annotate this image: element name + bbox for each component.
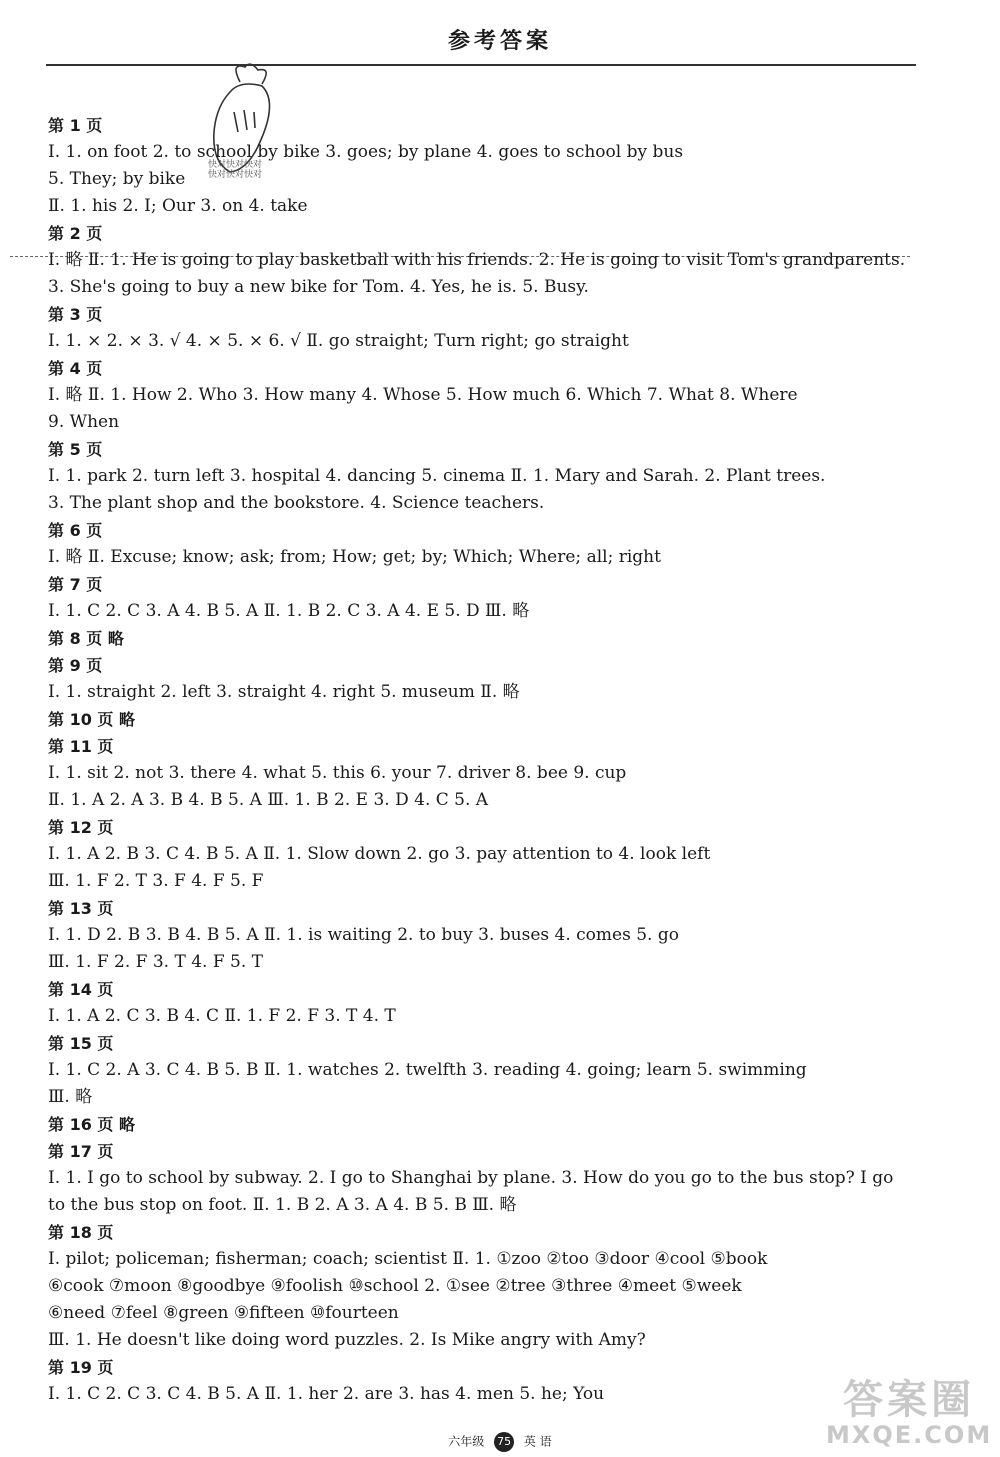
answer-line: Ⅰ. pilot; policeman; fisherman; coach; scientist Ⅱ. 1. ①zoo ②too ③door ④cool ⑤book [48, 1249, 768, 1269]
page-heading: 第 9 页 [48, 656, 103, 675]
footer-grade: 六年级 [448, 1434, 485, 1449]
answer-line: to the bus stop on foot. Ⅱ. 1. B 2. A 3. A 4. B 5. B Ⅲ. 略 [48, 1195, 517, 1215]
answer-line: Ⅰ. 1. C 2. C 3. A 4. B 5. A Ⅱ. 1. B 2. C 3. A 4. E 5. D Ⅲ. 略 [48, 601, 530, 621]
answer-line: Ⅰ. 1. sit 2. not 3. there 4. what 5. this 6. your 7. driver 8. bee 9. cup [48, 763, 627, 783]
answer-line: Ⅱ. 1. A 2. A 3. B 4. B 5. A Ⅲ. 1. B 2. E 3. D 4. C 5. A [48, 790, 489, 810]
footer-subject: 英 语 [523, 1434, 552, 1449]
watermark-url: MXQE.COM [826, 1421, 993, 1449]
answer-line: Ⅰ. 1. A 2. C 3. B 4. C Ⅱ. 1. F 2. F 3. T 4. T [48, 1006, 396, 1026]
page-heading: 第 13 页 [48, 899, 114, 918]
page-title: 参考答案 [447, 28, 552, 54]
answer-line: Ⅰ. 略 Ⅱ. 1. He is going to play basketball with his friends. 2. He is going to visit Tom's grandparents. [48, 250, 906, 270]
page-heading: 第 5 页 [48, 440, 103, 459]
answer-line: Ⅲ. 1. He doesn't like doing word puzzles. 2. Is Mike angry with Amy? [48, 1330, 646, 1350]
page-heading: 第 7 页 [48, 575, 103, 594]
page-heading: 第 4 页 [48, 359, 103, 378]
watermark-logo-text: 答案圈 [843, 1377, 976, 1423]
answer-line: Ⅰ. 1. I go to school by subway. 2. I go to Shanghai by plane. 3. How do you go to the bus stop? I go [48, 1168, 894, 1188]
page-heading: 第 11 页 [48, 737, 114, 756]
page-number-badge: 75 [494, 1432, 514, 1452]
page-heading: 第 16 页 略 [48, 1115, 135, 1134]
page-heading: 第 14 页 [48, 980, 114, 999]
site-watermark [826, 1378, 992, 1448]
answer-line: 9. When [48, 412, 120, 432]
page-heading: 第 6 页 [48, 521, 103, 540]
mascot-caption-line: 快对快对快对 [208, 170, 263, 180]
page-heading: 第 12 页 [48, 818, 114, 837]
header-rule [46, 64, 916, 66]
answer-line: 5. They; by bike [48, 169, 186, 189]
answer-line: Ⅰ. 1. C 2. A 3. C 4. B 5. B Ⅱ. 1. watches 2. twelfth 3. reading 4. going; learn 5. swimming [48, 1060, 807, 1080]
page-heading: 第 18 页 [48, 1223, 114, 1242]
answer-line: Ⅰ. 略 Ⅱ. 1. How 2. Who 3. How many 4. Whose 5. How much 6. Which 7. What 8. Where [48, 385, 798, 405]
answer-line: Ⅰ. 1. D 2. B 3. B 4. B 5. A Ⅱ. 1. is waiting 2. to buy 3. buses 4. comes 5. go [48, 925, 679, 945]
page-heading: 第 15 页 [48, 1034, 114, 1053]
answer-line: Ⅱ. 1. his 2. I; Our 3. on 4. take [48, 196, 308, 216]
page-heading: 第 3 页 [48, 305, 103, 324]
answer-line: Ⅰ. 略 Ⅱ. Excuse; know; ask; from; How; get; by; Which; Where; all; right [48, 547, 661, 567]
page-heading: 第 1 页 [48, 116, 103, 135]
answer-line: ⑥need ⑦feel ⑧green ⑨fifteen ⑩fourteen [48, 1303, 399, 1323]
answer-line: Ⅲ. 1. F 2. F 3. T 4. F 5. T [48, 952, 263, 972]
answer-line: Ⅰ. 1. × 2. × 3. √ 4. × 5. × 6. √ Ⅱ. go straight; Turn right; go straight [48, 331, 629, 351]
answer-line: Ⅲ. 1. F 2. T 3. F 4. F 5. F [48, 871, 264, 891]
page-heading: 第 10 页 略 [48, 710, 135, 729]
answer-line: Ⅰ. 1. C 2. C 3. C 4. B 5. A Ⅱ. 1. her 2. are 3. has 4. men 5. he; You [48, 1384, 605, 1404]
answer-list [48, 112, 928, 1408]
answer-line: Ⅰ. 1. A 2. B 3. C 4. B 5. A Ⅱ. 1. Slow down 2. go 3. pay attention to 4. look left [48, 844, 711, 864]
answer-line: Ⅰ. 1. park 2. turn left 3. hospital 4. dancing 5. cinema Ⅱ. 1. Mary and Sarah. 2. Plant trees. [48, 466, 826, 486]
answer-line: 3. The plant shop and the bookstore. 4. Science teachers. [48, 493, 545, 513]
page-heading: 第 19 页 [48, 1358, 114, 1377]
answer-line: Ⅲ. 略 [48, 1087, 93, 1107]
page-heading: 第 2 页 [48, 224, 103, 243]
answer-line: ⑥cook ⑦moon ⑧goodbye ⑨foolish ⑩school 2. ①see ②tree ③three ④meet ⑤week [48, 1276, 742, 1296]
answer-line: Ⅰ. 1. on foot 2. to school by bike 3. goes; by plane 4. goes to school by bus [48, 142, 684, 162]
mascot-caption-line: 快对快对快对 [208, 160, 263, 170]
page-heading: 第 8 页 略 [48, 629, 124, 648]
answer-line: 3. She's going to buy a new bike for Tom. 4. Yes, he is. 5. Busy. [48, 277, 589, 297]
answer-line: Ⅰ. 1. straight 2. left 3. straight 4. right 5. museum Ⅱ. 略 [48, 682, 520, 702]
page-heading: 第 17 页 [48, 1142, 114, 1161]
